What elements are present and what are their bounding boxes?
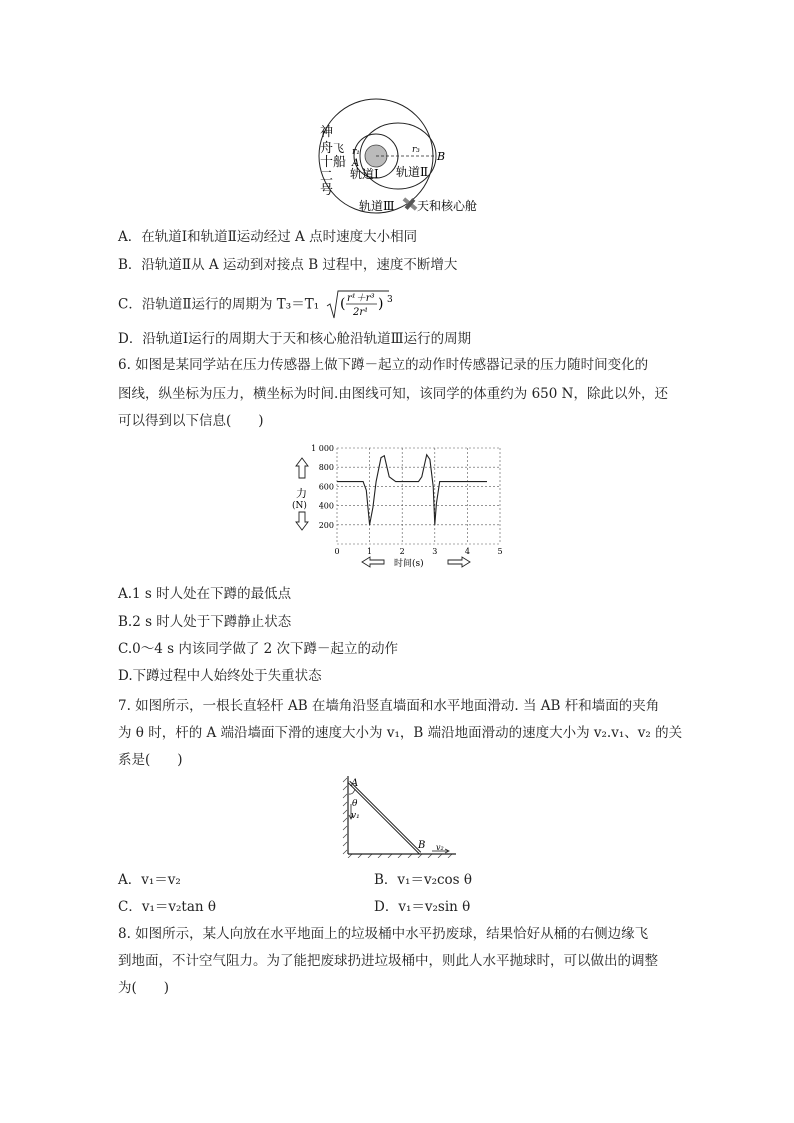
theta-label: θ — [352, 799, 358, 809]
y-tick-label: 200 — [318, 520, 334, 530]
q8-stem-line-1: 8. 如图所示，某人向放在水平地面上的垃圾桶中水平扔废球，结果恰好从桶的右侧边缘飞 — [118, 926, 649, 942]
rod-wall-figure — [340, 774, 460, 858]
q7-option-a: A．v₁＝v₂ — [118, 872, 181, 888]
x-tick-label: 3 — [432, 547, 438, 556]
station-label: 天和核心舱 — [417, 199, 478, 213]
left-arrow-icon — [362, 557, 384, 567]
y-tick-label: 1 000 — [311, 444, 334, 453]
orbit-3-label: 轨道Ⅲ — [359, 199, 395, 213]
y-tick-label: 800 — [318, 463, 334, 473]
point-b-label: B — [437, 150, 446, 163]
left-label-5: 二 — [320, 169, 334, 184]
wall-hatch — [343, 778, 347, 854]
q5-option-c-formula — [325, 290, 395, 320]
q7-stem-line-1: 7. 如图所示，一根长直轻杆 AB 在墙角沿竖直墙面和水平地面滑动. 当 AB 杆和墙面的夹角 — [118, 698, 660, 714]
c-denominator: 2r¹ — [353, 307, 369, 318]
point-a: A — [351, 778, 359, 789]
q5-option-c — [118, 290, 395, 320]
point-a-label: A — [352, 158, 360, 169]
q5-option-c-prefix: C．沿轨道Ⅱ运行的周期为 T₃＝T₁ — [118, 296, 320, 313]
x-tick-label: 0 — [334, 547, 340, 556]
r1-label: r₁ — [352, 147, 360, 157]
v1-label: v₁ — [351, 811, 360, 821]
left-label-6: 号 — [320, 183, 334, 198]
q6-stem-line-3: 可以得到以下信息( ) — [118, 413, 264, 429]
y-axis-label-char: 力 — [296, 487, 307, 500]
y-tick-label: 600 — [318, 482, 334, 492]
orbit-figure — [318, 96, 478, 218]
q6-option-c: C.0～4 s 内该同学做了 2 次下蹲－起立的动作 — [118, 641, 398, 657]
y-axis-label-unit: (N) — [292, 501, 307, 511]
q7-stem-line-2: 为 θ 时，杆的 A 端沿墙面下滑的速度大小为 v₁，B 端沿地面滑动的速度大小为 v₂.v₁、v₂ 的关 — [118, 725, 683, 741]
x-axis-label: 时间(s) — [394, 559, 424, 569]
down-arrow-icon — [296, 512, 308, 530]
left-label-4: 船 — [333, 155, 347, 170]
svg-text:(: ( — [340, 296, 346, 312]
c-exponent: 3 — [387, 295, 394, 305]
q5-option-d: D．沿轨道Ⅰ运行的周期大于天和核心舱沿轨道Ⅲ运行的周期 — [118, 331, 472, 347]
force-time-chart — [282, 440, 512, 570]
left-label-3: 十 — [320, 155, 334, 170]
q7-stem-line-3: 系是( ) — [118, 752, 183, 768]
r3-label: r₃ — [412, 145, 420, 155]
q8-stem-line-3: 为( ) — [118, 980, 170, 996]
up-arrow-icon — [296, 458, 308, 478]
force-series-line — [337, 455, 487, 525]
q6-option-d: D.下蹲过程中人始终处于失重状态 — [118, 668, 322, 684]
point-b: B — [418, 840, 426, 851]
x-tick-label: 2 — [399, 547, 405, 556]
q7-option-c: C．v₁＝v₂tan θ — [118, 899, 216, 915]
q6-stem-line-2: 图线，纵坐标为压力，横坐标为时间.由图线可知，该同学的体重约为 650 N，除此以外，还 — [118, 386, 668, 402]
orbit-2-label: 轨道Ⅱ — [396, 165, 429, 179]
q7-option-b: B．v₁＝v₂cos θ — [374, 872, 473, 888]
svg-text:): ) — [378, 296, 384, 312]
orbit-1-label: 轨道Ⅰ — [350, 167, 379, 181]
left-label-2: 舟 — [320, 141, 334, 156]
q5-option-b: B．沿轨道Ⅱ从 A 运动到对接点 B 过程中，速度不断增大 — [118, 257, 458, 273]
x-tick-label: 4 — [464, 547, 470, 556]
q7-option-d: D．v₁＝v₂sin θ — [374, 899, 471, 915]
theta-arc — [349, 789, 355, 794]
left-label-1: 神 — [320, 125, 334, 140]
right-arrow-icon — [448, 557, 470, 567]
q6-stem-line-1: 6. 如图是某同学站在压力传感器上做下蹲－起立的动作时传感器记录的压力随时间变化的 — [118, 357, 649, 373]
q6-option-a: A.1 s 时人处在下蹲的最低点 — [118, 586, 292, 602]
v2-label: v₂ — [436, 843, 444, 852]
q8-stem-line-2: 到地面，不计空气阻力。为了能把废球扔进垃圾桶中，则此人水平抛球时，可以做出的调整 — [118, 953, 658, 969]
x-tick-label: 1 — [367, 547, 373, 556]
x-tick-label: 5 — [497, 547, 503, 556]
c-numerator: r¹＋r³ — [347, 293, 376, 304]
q5-option-a: A．在轨道Ⅰ和轨道Ⅱ运动经过 A 点时速度大小相同 — [118, 229, 418, 245]
left-label-extra: 飞 — [333, 142, 344, 155]
y-tick-label: 400 — [318, 501, 334, 511]
q6-option-b: B.2 s 时人处于下蹲静止状态 — [118, 614, 292, 630]
